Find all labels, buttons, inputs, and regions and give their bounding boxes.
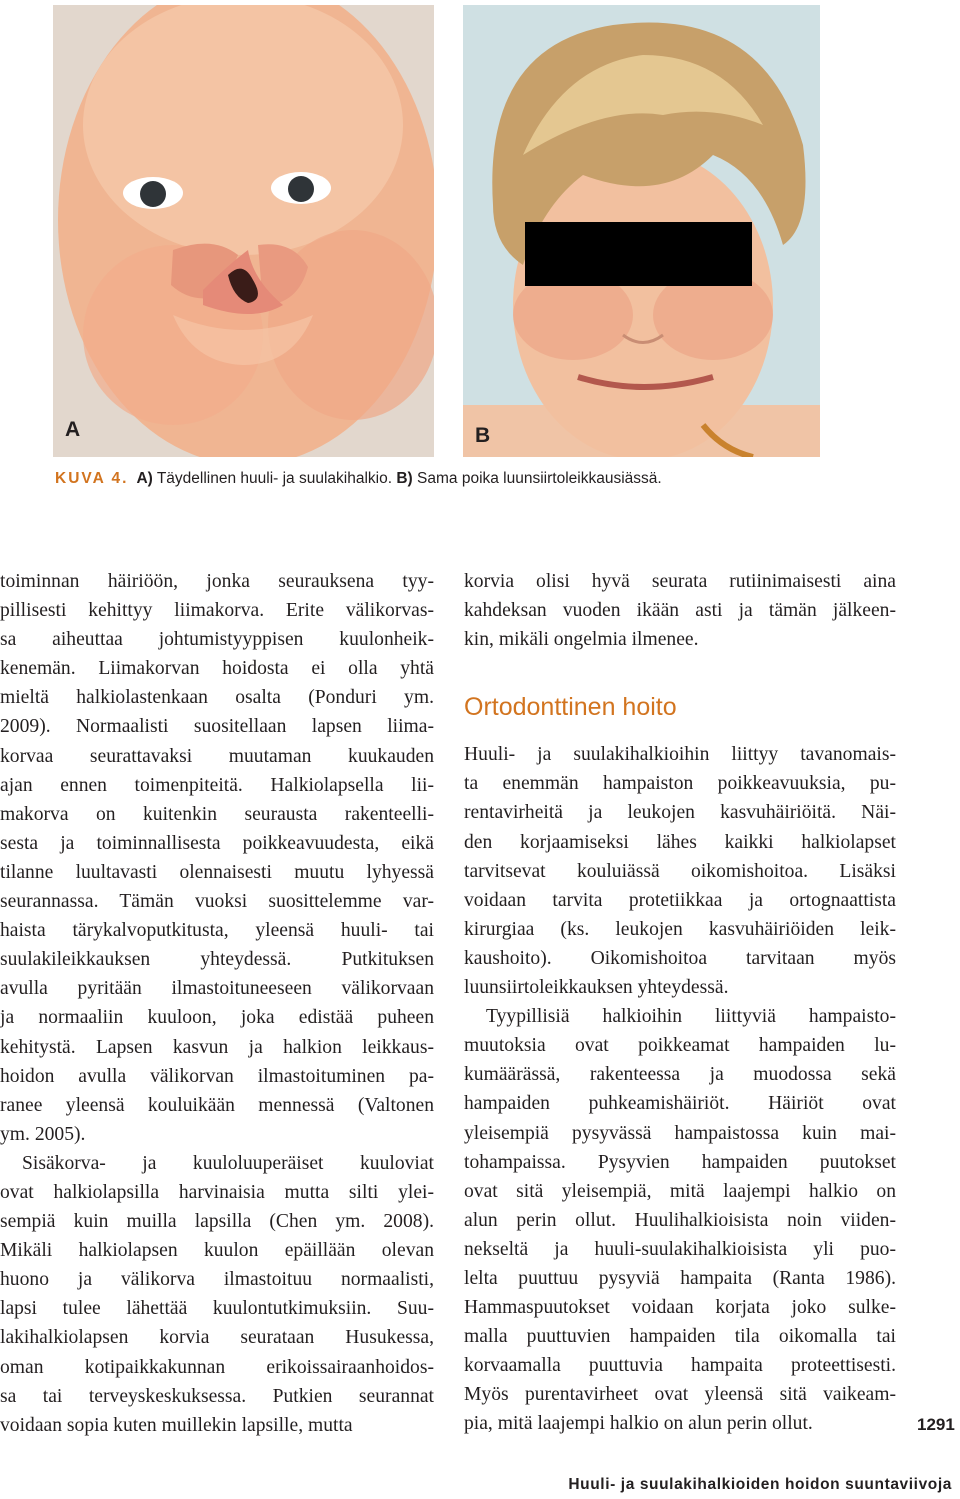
running-footer: Huuli- ja suulakihalkioiden hoidon suuntaviivoja (568, 1476, 952, 1493)
text-line: sa tai terveyskeskuksessa. Putkien seurannat (0, 1385, 434, 1407)
text-line: kirurgiaa (ks. leukojen kasvuhäiriöiden leik- (464, 918, 896, 940)
text-line: Myös purentavirheet ovat yleensä sitä vaikeam- (464, 1384, 896, 1406)
text-line: rentavirheitä ja leukojen kasvuhäiriöitä. Näi- (464, 802, 896, 824)
text-line: sesta ja toiminnallisesta poikkeavuudesta, eikä (0, 832, 434, 854)
text-line: kaushoito). Oikomishoitoa tarvitaan myös (464, 947, 896, 969)
photo-b-label: B (475, 424, 491, 447)
photo-a-illustration (53, 5, 434, 457)
text-line: kenemän. Liimakorvan hoidosta ei olla yhtä (0, 658, 434, 680)
text-line: ym. 2005). (0, 1123, 86, 1145)
photo-b-boy (463, 5, 820, 457)
text-line: voidaan sopia kuten muillekin lapsille, mutta (0, 1414, 353, 1436)
text-line: lelta puuttuu pysyviä hampaita (Ranta 1986). (464, 1267, 896, 1289)
text-line: yleisempiä pysyvässä hampaistossa kuin mai- (464, 1122, 896, 1144)
text-line: luunsiirtoleikkauksen yhteydessä. (464, 977, 729, 999)
text-line: oman kotipaikkakunnan erikoissairaanhoidos- (0, 1356, 434, 1378)
text-line: avulla pyritään ilmastoituneeseen välikorvaan (0, 978, 434, 1000)
text-line: lapsi tulee lähettää kuulontutkimuksiin. Suu- (0, 1298, 434, 1320)
text-line: Sisäkorva- ja kuuloluuperäiset kuuloviat (22, 1152, 434, 1174)
text-line: voidaan tarvita protetiikkaa ja ortognaattista (464, 889, 896, 911)
text-line: sa aiheuttaa johtumistyyppisen kuulonheik- (0, 629, 434, 651)
text-line: korvia olisi hyvä seurata rutiinimaisesti aina (464, 571, 896, 592)
caption-marker-a: A) (136, 470, 153, 487)
text-line: tilanne luultavasti olennaisesti muutu lyhyessä (0, 861, 434, 883)
left-paragraph-2 (0, 1149, 434, 1440)
right-paragraph-2 (464, 1002, 896, 1438)
figure-label: KUVA 4. (55, 470, 129, 487)
left-column (0, 567, 434, 1440)
text-line: Hammaspuutokset voidaan korjata joko sulke- (464, 1297, 896, 1319)
text-line: malla puuttuvien hampaiden tila oikomalla tai (464, 1326, 896, 1348)
text-line: haista tärykalvoputkitusta, yleensä huuli- tai (0, 920, 434, 942)
caption-text-a: Täydellinen huuli- ja suulakihalkio. (152, 470, 397, 487)
text-line: hoidon avulla välikorvan ilmastoituminen pa- (0, 1065, 434, 1087)
text-line: ta enemmän hampaiston poikkeavuuksia, pu- (464, 773, 896, 795)
text-line: ja normaaliin kuuloon, joka edistää puheen (0, 1007, 434, 1029)
text-line: kin, mikäli ongelmia ilmenee. (464, 629, 699, 651)
text-line: alun perin ollut. Huulihalkioisista noin viiden- (464, 1209, 896, 1231)
text-line: sempiä kuin muilla lapsilla (Chen ym. 2008). (0, 1211, 434, 1233)
text-line: kumäärässä, rakenteessa ja muodossa sekä (464, 1064, 896, 1086)
text-line: den korjaamiseksi lähes kaikki halkiolapset (464, 831, 896, 853)
text-line: korvaa seurattavaksi muutaman kuukauden (0, 745, 434, 767)
text-line: seurannassa. Tämän vuoksi suosittelemme var- (0, 891, 434, 913)
text-line: tarvitsevat kouluiässä oikomishoitoa. Lisäksi (464, 860, 896, 882)
text-line: nekseltä ja huuli-suulakihalkioisista yli puo- (464, 1238, 896, 1260)
text-line: suulakileikkauksen yhteydessä. Putkituksen (0, 949, 434, 971)
text-line: ajan ennen toimenpiteitä. Halkiolapsella lii- (0, 774, 434, 796)
text-line: Huuli- ja suulakihalkioihin liittyy tavanomais- (464, 744, 896, 766)
text-line: Mikäli halkiolapsen kuulon epäillään olevan (0, 1240, 434, 1262)
face-censor-bar (525, 222, 752, 286)
text-line: tohampaissa. Pysyvien hampaiden puutokset (464, 1151, 896, 1173)
text-line: 2009). Normaalisti suositellaan lapsen liima- (0, 716, 434, 738)
text-line: kahdeksan vuoden ikään asti ja tämän jälkeen- (464, 600, 896, 622)
page-number: 1291 (917, 1415, 955, 1434)
caption-text-b: Sama poika luunsiirtoleikkausiässä. (412, 470, 662, 487)
photo-a-infant-cleft (53, 5, 434, 457)
text-line: lakihalkiolapsen korvia seurataan Husukessa, (0, 1327, 434, 1349)
text-line: huono ja välikorva ilmastoituu normaalisti, (0, 1269, 434, 1291)
right-intro-paragraph (464, 567, 896, 654)
left-paragraph-1 (0, 567, 434, 1149)
text-line: mieltä halkiolastenkaan osalta (Ponduri ym. (0, 687, 434, 709)
caption-marker-b: B) (396, 470, 413, 487)
figure-caption (55, 470, 935, 488)
text-line: pillisesti kehittyy liimakorva. Erite välikorvas- (0, 600, 434, 622)
text-line: ranee yleensä kouluikään mennessä (Valtonen (0, 1094, 434, 1116)
photo-b-illustration (463, 5, 820, 457)
text-line: makorva on kuitenkin seurausta rakenteelli- (0, 803, 434, 825)
right-column (464, 567, 896, 1439)
text-line: korvaamalla puuttuvia hampaita proteettisesti. (464, 1355, 896, 1377)
text-line: hampaiden puhkeamishäiriöt. Häiriöt ovat (464, 1093, 896, 1115)
right-paragraph-1 (464, 740, 896, 1002)
text-line: toiminnan häiriöön, jonka seurauksena tyy- (0, 571, 434, 592)
text-line: pia, mitä laajempi halkio on alun perin ollut. (464, 1413, 813, 1435)
text-line: muutoksia ovat poikkeamat hampaiden lu- (464, 1035, 896, 1057)
photo-a-label: A (65, 418, 81, 441)
text-line: Tyypillisiä halkioihin liittyviä hampaisto- (486, 1006, 896, 1028)
section-heading: Ortodonttinen hoito (464, 693, 677, 722)
text-line: kehitystä. Lapsen kasvun ja halkion leikkaus- (0, 1036, 434, 1058)
text-line: ovat halkiolapsilla harvinaisia mutta silti ylei- (0, 1181, 434, 1203)
text-line: ovat sitä yleisempiä, mitä laajempi halkio on (464, 1180, 896, 1202)
